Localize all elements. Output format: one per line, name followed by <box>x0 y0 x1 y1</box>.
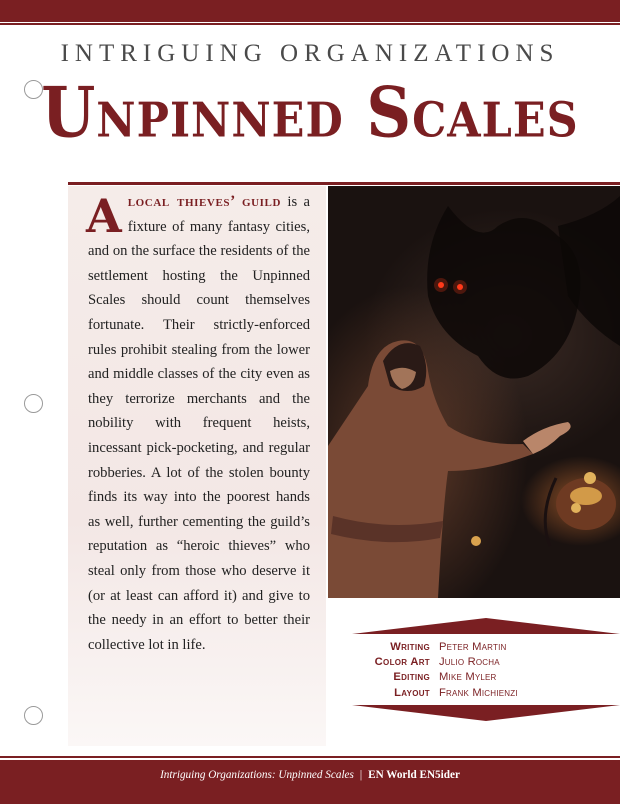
credit-role: Layout <box>394 686 430 699</box>
credit-name: Peter Martin <box>439 641 507 653</box>
footer-separator: | <box>359 769 363 781</box>
credit-name: Mike Myler <box>439 671 497 684</box>
credits-banner-top <box>352 616 620 636</box>
article-paragraph: is a fixture of many fantasy cities, and on the surface the residents of the settlement hosting the Unpinned Scales should count themselves fortunate. Their strictly-enforced rules prohibit stealing from the lower and middle classes of the city even as they terrorize merchants and the nobility with frequent heists, incessant pick-pocketing, and regular robberies. A lot of the stolen bounty finds its way into the poorest hands as well, further cementing the guild’s reputation as “heroic thieves” who steal only from those who deserve it (or at least can afford it) and give to the needy in an effort to better their collective lot in life. <box>88 194 310 653</box>
credit-row-editing <box>352 670 620 685</box>
footer-brand: EN World EN5ider <box>368 769 460 781</box>
credit-role: Color Art <box>374 656 430 669</box>
footer-rule <box>0 756 620 758</box>
illustration-thief <box>328 186 620 598</box>
article-body <box>88 190 310 657</box>
drop-cap: A <box>86 189 122 243</box>
illustration-artwork <box>328 186 620 598</box>
top-border-bar <box>0 0 620 22</box>
series-kicker: INTRIGUING ORGANIZATIONS <box>60 40 560 67</box>
credit-row-layout <box>352 686 620 701</box>
credit-name: Julio Rocha <box>439 656 500 669</box>
lead-in: local thieves’ guild <box>127 193 282 210</box>
binder-hole-bottom <box>24 706 43 725</box>
credit-row-color-art <box>352 655 620 670</box>
page-footer <box>0 760 620 804</box>
credit-name: Frank Michienzi <box>439 686 518 699</box>
credits-banner-bottom <box>352 703 620 723</box>
page-title: Unpinned Scales <box>41 71 579 154</box>
binder-hole-middle <box>24 394 43 413</box>
credit-role: Writing <box>390 641 430 653</box>
credit-role: Editing <box>393 671 430 684</box>
credits-block <box>352 640 620 701</box>
footer-title: Intriguing Organizations: Unpinned Scales <box>160 769 354 781</box>
title-rule <box>68 182 620 185</box>
credit-row-writing <box>352 640 620 655</box>
